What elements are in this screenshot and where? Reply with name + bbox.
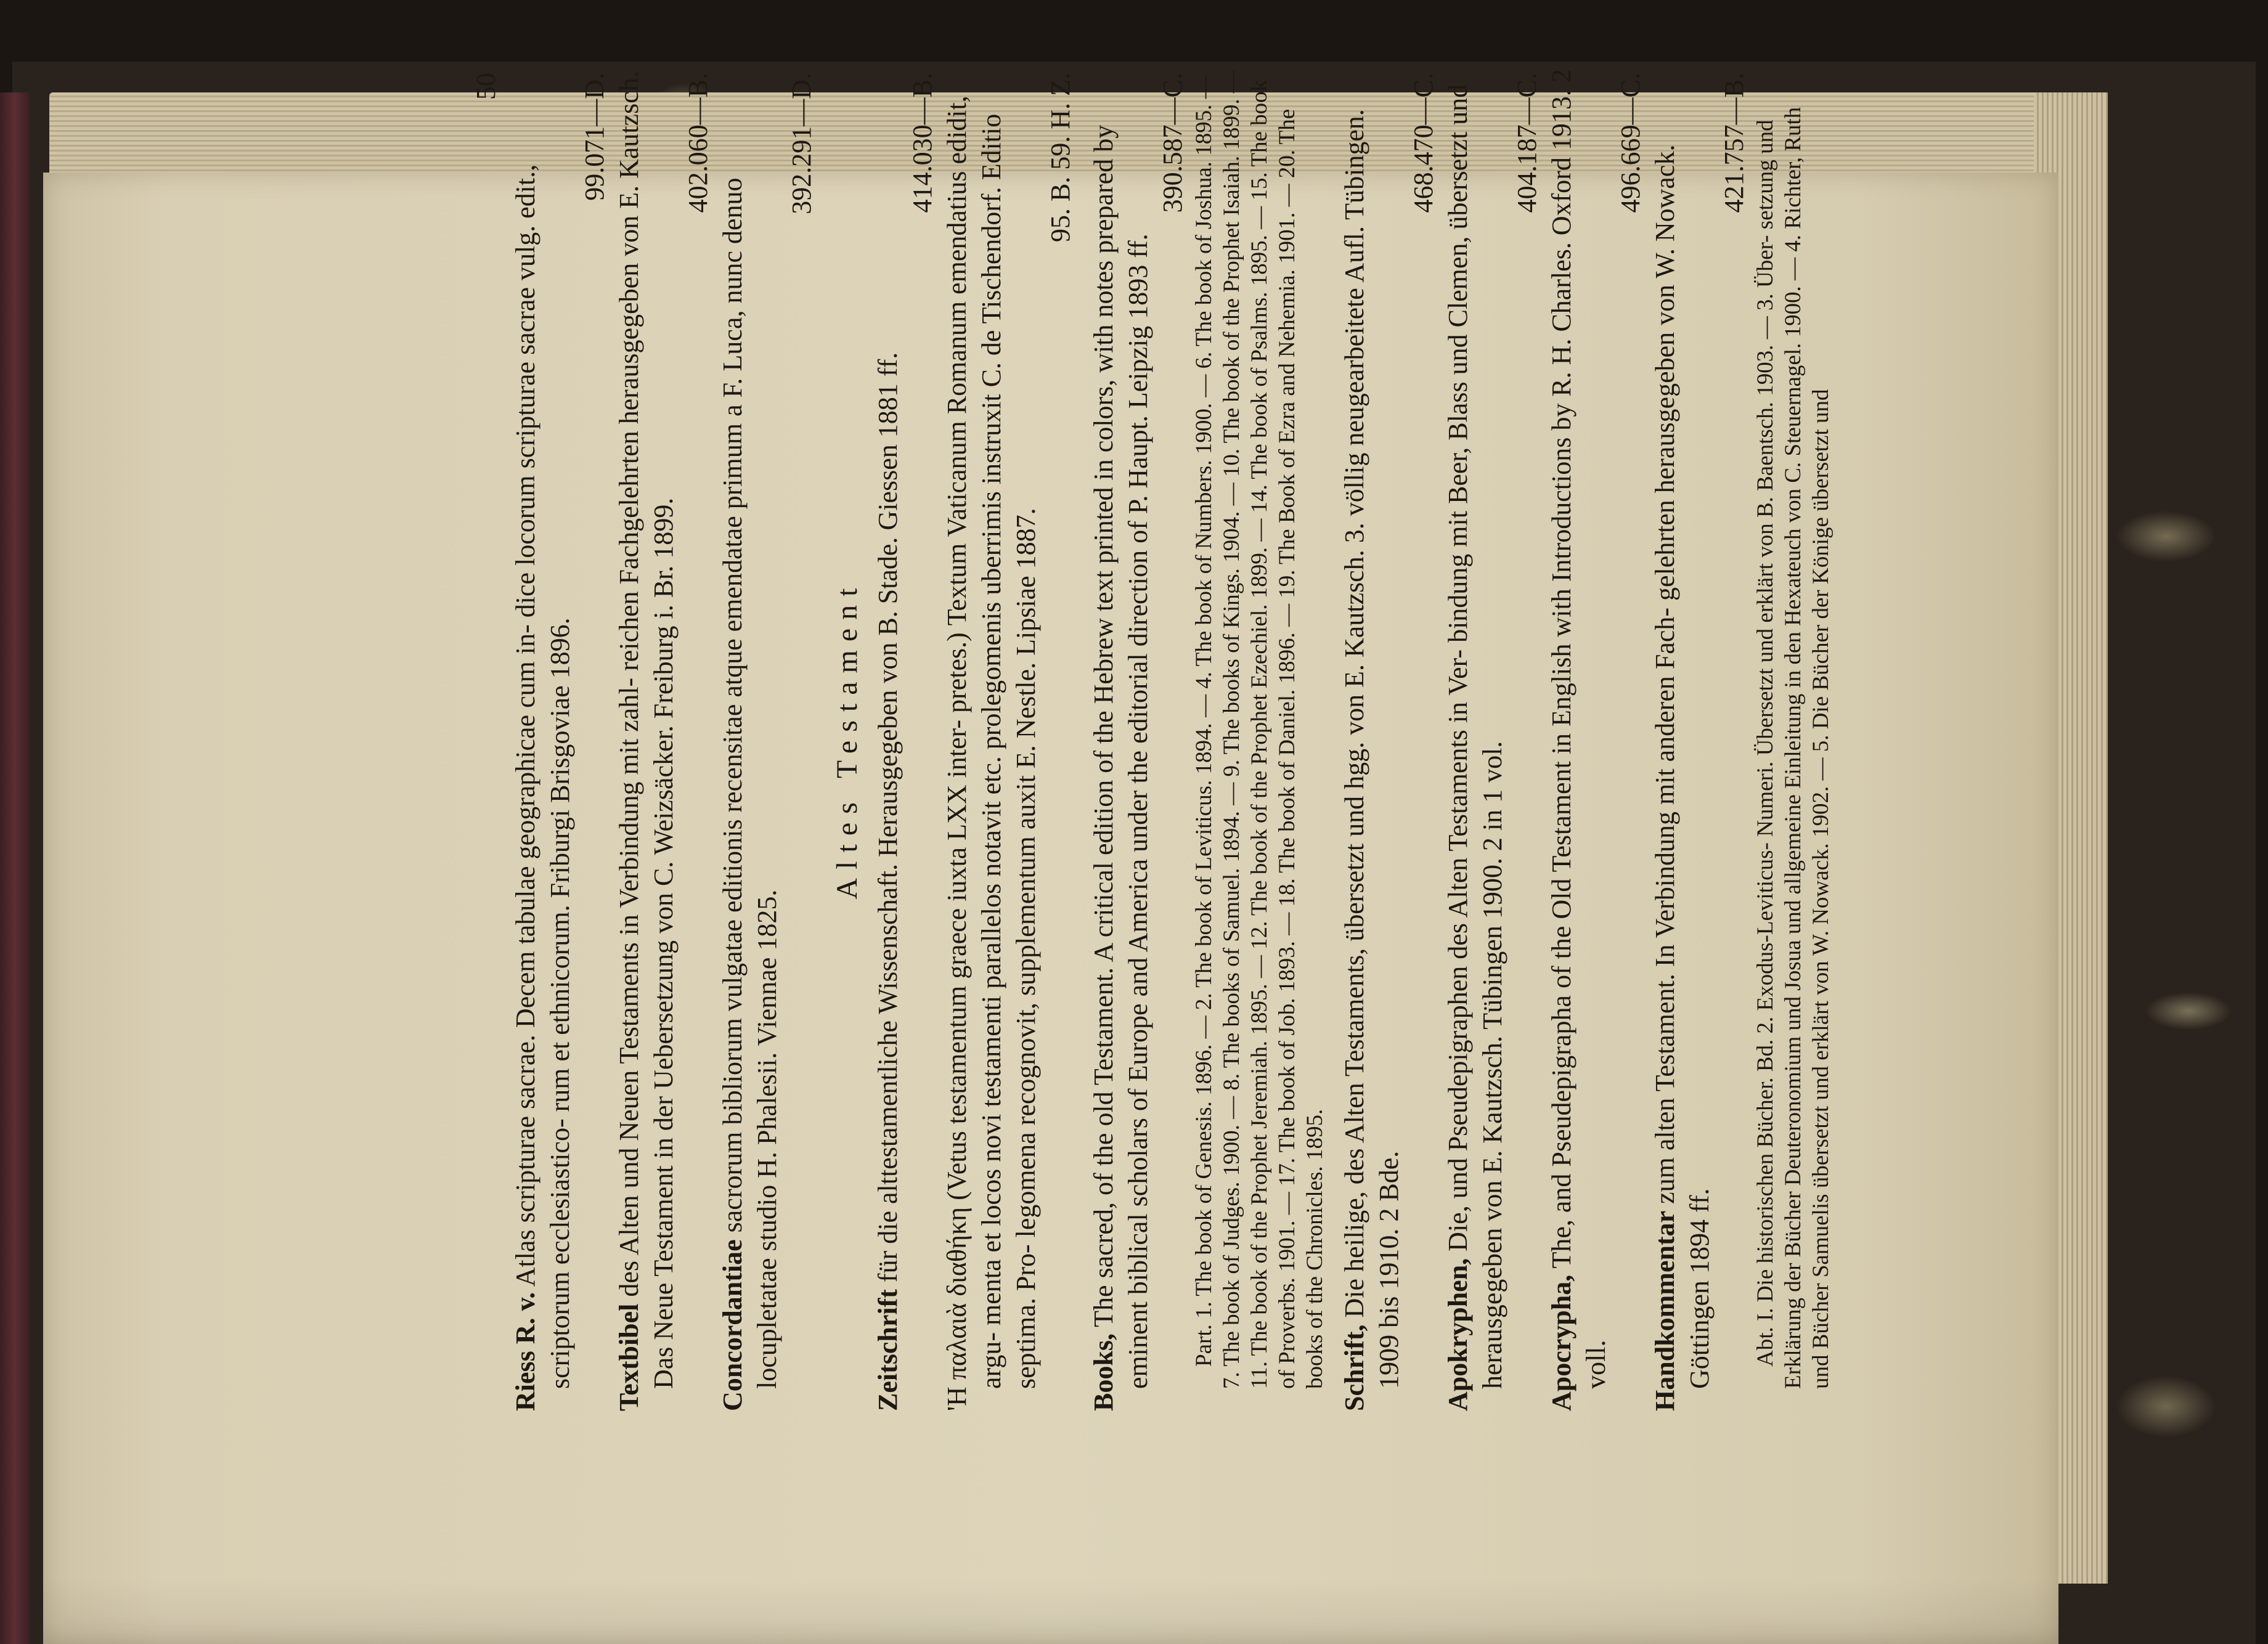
catalog-entry [1544, 68, 1613, 1411]
entry-text: zum alten Testament. In Verbindung mit anderen Fach- gelehrten herausgegeben von W. Nowack. Göttingen 1894 ff. [1650, 144, 1715, 1389]
entry-text: des Alten und Neuen Testaments in Verbindung mit zahl- reichen Fachgelehrten herausgegeben von E. Kautzsch. Das Neue Testament in der Uebersetzung von C. Weizsäcker. Freiburg i. Br. 1899. [614, 71, 679, 1389]
entry-headword: Apocrypha, [1546, 1274, 1577, 1411]
catalog-entry [716, 68, 785, 1411]
entry-text: Atlas scripturae sacrae. Decem tabulae geographicae cum in- dice locorum scripturae sacrae vulg. edit., scriptorum ecclesiastico- rum et ethnicorum. Friburgi Brisgoviae 1896. [510, 164, 575, 1389]
call-number: 402.060—B. [683, 73, 713, 213]
page-number: 50 [471, 73, 501, 100]
call-number: 496.669—C. [1615, 73, 1646, 213]
entry-headword: Concordantiae [717, 1239, 748, 1411]
entry-text: The, and Pseudepigrapha of the Old Testament in English with Introductions by R. H. Charles. Oxford 1913. 2 voll. [1546, 69, 1611, 1389]
catalog-entry [508, 68, 577, 1411]
entry-subparts: Abt. I. Die historischen Bücher. Bd. 2. Exodus-Leviticus- Numeri. Übersetzt und erklärt von B. Baentsch. 1903. — 3. Über- setzung und Erklärung der Bücher Deuteronomium und Josua und allgemeine Einleitung in den Hexateuch von C. Steuernagel. 1900. — 4. Richter, Ruth und Bücher Samuelis übersetzt und erklärt von W. Nowack. 1902. — 5. Die Bücher der Könige übersetzt und [1753, 107, 1834, 1389]
call-number: 392.291—D. [786, 73, 817, 214]
call-number: 99.071—D. [579, 73, 610, 201]
entry-headword: Handkommentar [1650, 1210, 1680, 1411]
entry-headword: Zeitschrift [873, 1289, 903, 1411]
call-number: 468.470—C. [1408, 73, 1438, 213]
entry-text: sacrorum bibliorum vulgatae editionis recensitae atque emendatae primum a F. Luca, nunc denuo locupletatae studio H. Phalesii. Viennae 1825. [717, 177, 782, 1389]
catalog-entry [871, 68, 905, 1411]
entry-headword: Schrift, [1339, 1324, 1369, 1411]
entry-text: für die alttestamentliche Wissenschaft. Herausgegeben von B. Stade. Giessen 1881 ff. [873, 352, 903, 1283]
book-spine [0, 92, 30, 1644]
section-heading: Altes Testament [831, 579, 863, 900]
catalog-entry [1337, 68, 1406, 1411]
entry-text: The sacred, of the old Testament. A critical edition of the Hebrew text printed in colors, with notes prepared by eminent biblical scholars of Europe and America under the editorial direction of P. Haupt. Leipzig 1893 ff. [1088, 124, 1153, 1389]
call-number: 414.030—B. [907, 73, 937, 213]
catalog-entry [612, 68, 681, 1411]
call-number: 404.187—C. [1512, 73, 1542, 213]
entry-headword: Books, [1088, 1333, 1119, 1411]
entry-text: Die, und Pseudepigraphen des Alten Testaments in Ver- bindung mit Beer, Blass und Clemen, übersetzt und herausgegeben von E. Kautzsch. Tübingen 1900. 2 in 1 vol. [1443, 84, 1507, 1389]
page-shadow [43, 1577, 2058, 1644]
entry-headword: 'Η παλαιὰ διαθήκη [942, 1207, 972, 1411]
catalog-entry [1087, 68, 1156, 1411]
call-number: 421.757—B. [1719, 73, 1749, 213]
entry-text: (Vetus testamentum graece iuxta LXX inter- pretes.) Textum Vaticanum Romanum emendatius edidit, argu- menta et locos novi testamenti parallelos notavit etc. prolegomenis uberrimis instruxit C. de Tischendorf. Editio septima. Pro- legomena recognovit, supplementum auxit E. Nestle. Lipsiae 1887. [942, 96, 1041, 1389]
page-text-block [471, 68, 1951, 1411]
catalog-entry [1648, 68, 1717, 1411]
entry-subparts: Part. 1. The book of Genesis. 1896. — 2. The book of Leviticus. 1894. — 4. The book of Numbers. 1900. — 6. The book of Joshua. 1895. — 7. The book of Judges. 1900. — 8. The books of Samuel. 1894. — 9. The books of Kings. 1904. — 10. The book of the Prophet Isaiah. 1899. — 11. The book of the Prophet Jeremiah. 1895. — 12. The book of the Prophet Ezechiel. 1899. — 14. The book of Psalms. 1895. — 15. The book of Proverbs. 1901. — 17. The book of Job. 1893. — 18. The book of Daniel. 1896. — 19. The Book of Ezra and Nehemia. 1901. — 20. The books of the Chronicles. 1895. [1191, 70, 1328, 1389]
entry-text: Die heilige, des Alten Testaments, übersetzt und hgg. von E. Kautzsch. 3. völlig neugearbeitete Aufl. Tübingen. 1909 bis 1910. 2 Bde. [1339, 109, 1404, 1389]
entry-headword: Textbibel [614, 1303, 644, 1411]
catalog-entry [1441, 68, 1510, 1411]
call-number: 390.587—C. [1157, 73, 1188, 213]
catalog-entry [940, 68, 1043, 1411]
entry-headword: Riess R. v. [510, 1292, 540, 1411]
call-number: 95. B. 59. H. Z. [1045, 73, 1075, 242]
entry-headword: Apokryphen, [1443, 1258, 1473, 1411]
